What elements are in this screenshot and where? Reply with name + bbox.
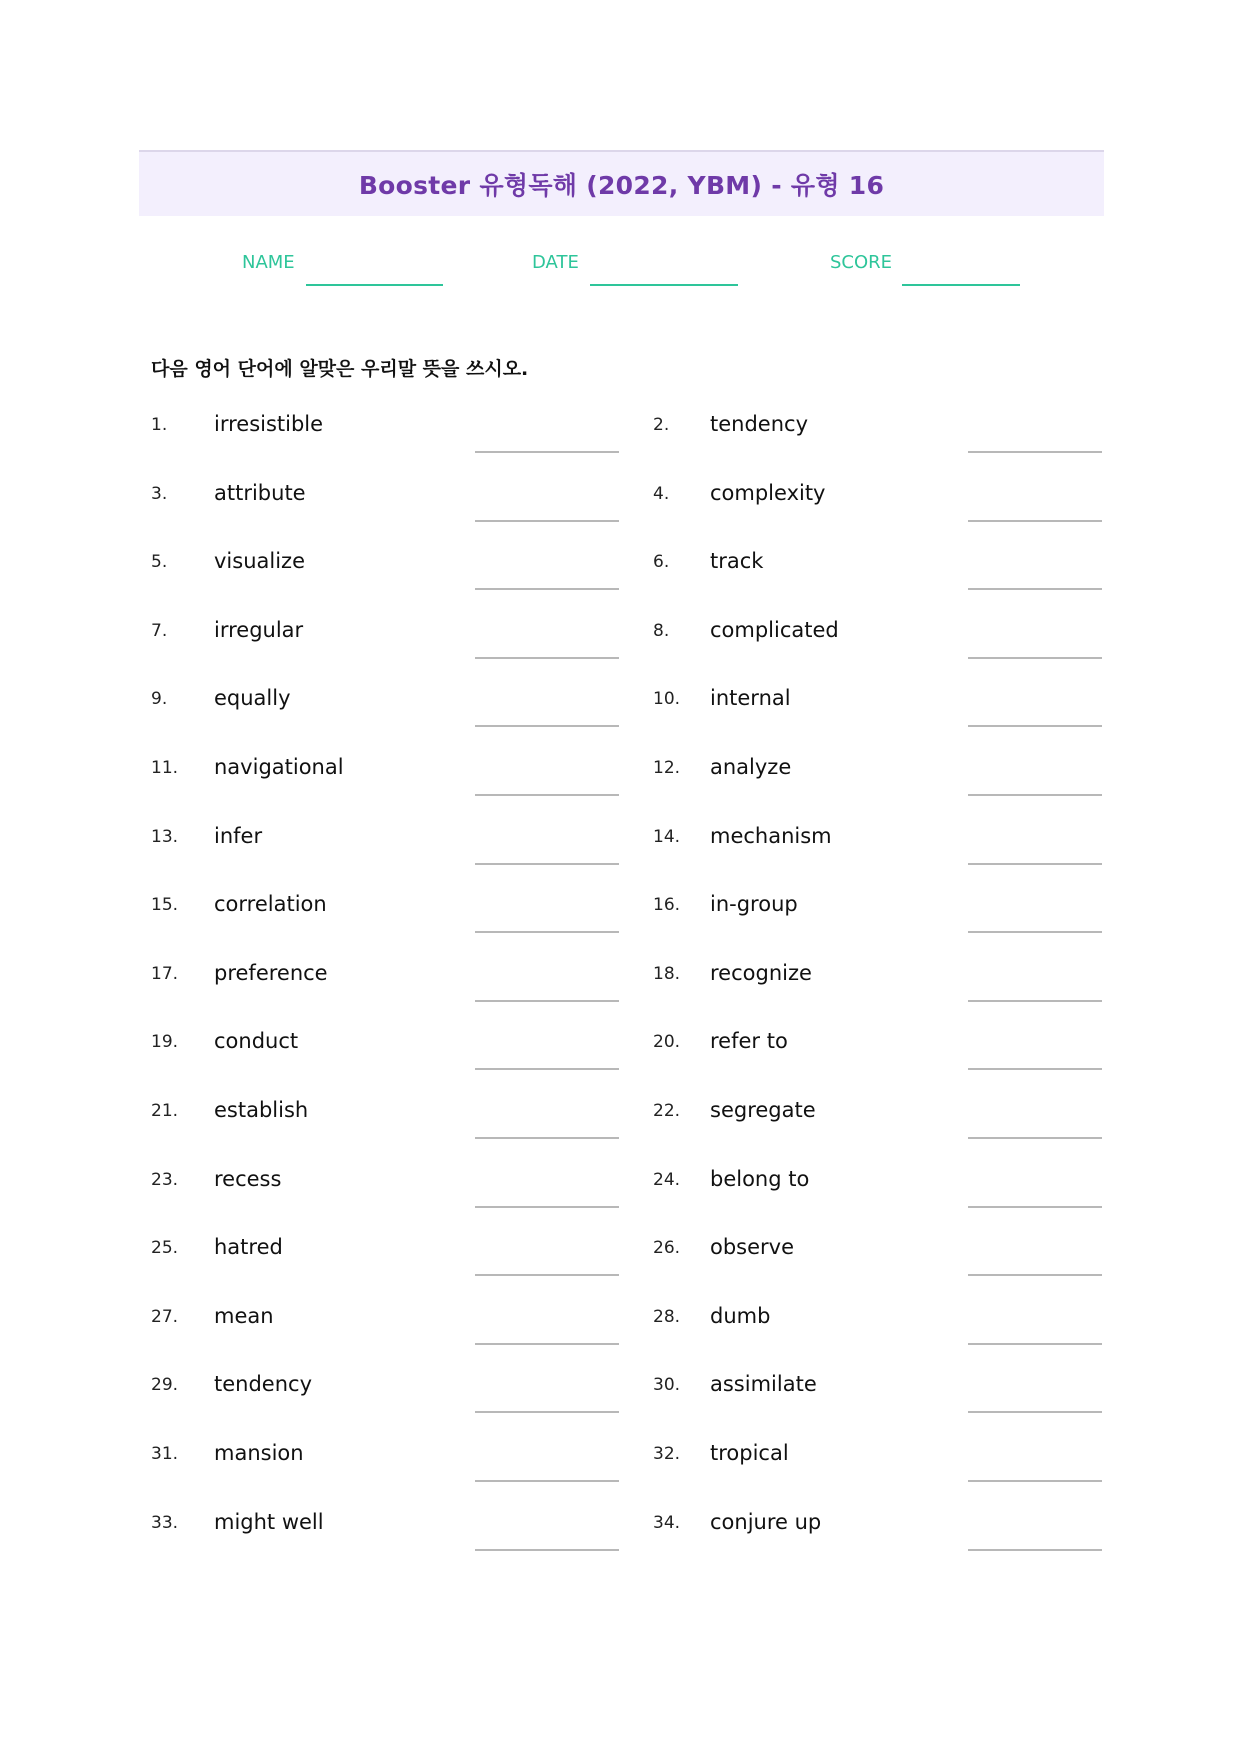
english-word: navigational <box>214 755 344 779</box>
score-label: SCORE <box>830 252 893 273</box>
item-number: 8. <box>653 620 670 641</box>
english-word: tendency <box>214 1372 312 1397</box>
vocab-item <box>0 677 1240 737</box>
item-number: 25. <box>151 1238 179 1259</box>
english-word: equally <box>214 686 291 711</box>
answer-blank[interactable] <box>968 1343 1102 1345</box>
vocab-item <box>0 746 1240 806</box>
answer-blank[interactable] <box>968 1000 1102 1002</box>
english-word: conduct <box>214 1029 299 1054</box>
english-word: establish <box>214 1098 309 1122</box>
vocab-item <box>0 403 1240 463</box>
english-word: preference <box>214 960 328 985</box>
vocab-item <box>0 1226 1240 1286</box>
date-label: DATE <box>532 252 579 273</box>
item-number: 22. <box>653 1101 681 1121</box>
item-number: 6. <box>653 552 670 573</box>
item-number: 33. <box>151 1512 179 1533</box>
answer-blank[interactable] <box>968 1137 1102 1139</box>
item-number: 34. <box>653 1512 681 1533</box>
vocab-item <box>0 952 1240 1012</box>
vocab-item <box>0 1295 1240 1355</box>
item-number: 7. <box>151 620 168 641</box>
item-number: 2. <box>653 415 670 435</box>
english-word: hatred <box>214 1235 283 1260</box>
english-word: belong to <box>710 1166 810 1191</box>
english-word: recess <box>214 1166 282 1191</box>
english-word: mechanism <box>710 823 832 848</box>
english-word: internal <box>710 686 791 711</box>
item-number: 5. <box>151 552 168 573</box>
item-number: 18. <box>653 963 681 984</box>
vocab-item <box>0 1501 1240 1561</box>
instruction: 다음 영어 단어에 알맞은 우리말 뜻을 쓰시오. <box>151 358 529 380</box>
item-number: 13. <box>151 826 179 847</box>
vocab-item <box>0 883 1240 943</box>
english-word: complicated <box>710 617 839 642</box>
english-word: attribute <box>214 480 306 505</box>
english-word: tropical <box>710 1441 789 1465</box>
item-number: 16. <box>653 895 681 916</box>
answer-blank[interactable] <box>968 931 1102 933</box>
item-number: 17. <box>151 963 179 984</box>
item-number: 12. <box>653 758 681 778</box>
english-word: might well <box>214 1509 324 1534</box>
english-word: tendency <box>710 412 808 436</box>
answer-blank[interactable] <box>968 588 1102 590</box>
item-number: 19. <box>151 1032 179 1053</box>
item-number: 1. <box>151 415 168 435</box>
answer-blank[interactable] <box>968 520 1102 522</box>
english-word: irregular <box>214 617 304 642</box>
vocab-item <box>0 1158 1240 1218</box>
answer-blank[interactable] <box>968 1549 1102 1551</box>
english-word: mansion <box>214 1441 304 1465</box>
answer-blank[interactable] <box>968 1068 1102 1070</box>
answer-blank[interactable] <box>968 657 1102 659</box>
answer-blank[interactable] <box>968 1206 1102 1208</box>
item-number: 26. <box>653 1238 681 1259</box>
item-number: 10. <box>653 689 681 710</box>
english-word: observe <box>710 1235 795 1260</box>
item-number: 28. <box>653 1306 681 1327</box>
english-word: segregate <box>710 1098 816 1122</box>
name-label: NAME <box>242 252 295 273</box>
item-number: 27. <box>151 1306 179 1327</box>
answer-blank[interactable] <box>968 451 1102 453</box>
item-number: 3. <box>151 483 168 504</box>
vocab-item <box>0 1432 1240 1492</box>
item-number: 11. <box>151 758 179 778</box>
english-word: assimilate <box>710 1372 817 1397</box>
vocab-item <box>0 1089 1240 1149</box>
item-number: 31. <box>151 1444 179 1464</box>
english-word: recognize <box>710 960 812 985</box>
item-number: 20. <box>653 1032 681 1053</box>
english-word: complexity <box>710 480 826 505</box>
item-number: 14. <box>653 826 681 847</box>
answer-blank[interactable] <box>968 1274 1102 1276</box>
item-number: 4. <box>653 483 670 504</box>
english-word: irresistible <box>214 412 324 436</box>
english-word: refer to <box>710 1029 788 1054</box>
answer-blank[interactable] <box>968 1411 1102 1413</box>
vocab-item <box>0 1020 1240 1080</box>
item-number: 21. <box>151 1101 179 1121</box>
vocab-item <box>0 815 1240 875</box>
item-number: 30. <box>653 1375 681 1396</box>
answer-blank[interactable] <box>968 1480 1102 1482</box>
english-word: infer <box>214 823 263 848</box>
english-word: in-group <box>710 892 798 917</box>
english-word: dumb <box>710 1303 771 1328</box>
vocab-item <box>0 609 1240 669</box>
english-word: conjure up <box>710 1509 822 1534</box>
english-word: mean <box>214 1303 274 1328</box>
answer-blank[interactable] <box>968 725 1102 727</box>
item-number: 24. <box>653 1169 681 1190</box>
english-word: track <box>710 549 764 574</box>
english-word: visualize <box>214 549 305 574</box>
item-number: 15. <box>151 895 179 916</box>
vocab-item <box>0 472 1240 532</box>
english-word: correlation <box>214 892 327 917</box>
answer-blank[interactable] <box>968 863 1102 865</box>
item-number: 29. <box>151 1375 179 1396</box>
vocab-item <box>0 1363 1240 1423</box>
item-number: 23. <box>151 1169 179 1190</box>
english-word: analyze <box>710 755 792 779</box>
answer-blank[interactable] <box>968 794 1102 796</box>
vocab-item <box>0 540 1240 600</box>
item-number: 32. <box>653 1444 681 1464</box>
item-number: 9. <box>151 689 168 710</box>
page-title: Booster 유형독해 (2022, YBM) - 유형 16 <box>358 171 885 200</box>
